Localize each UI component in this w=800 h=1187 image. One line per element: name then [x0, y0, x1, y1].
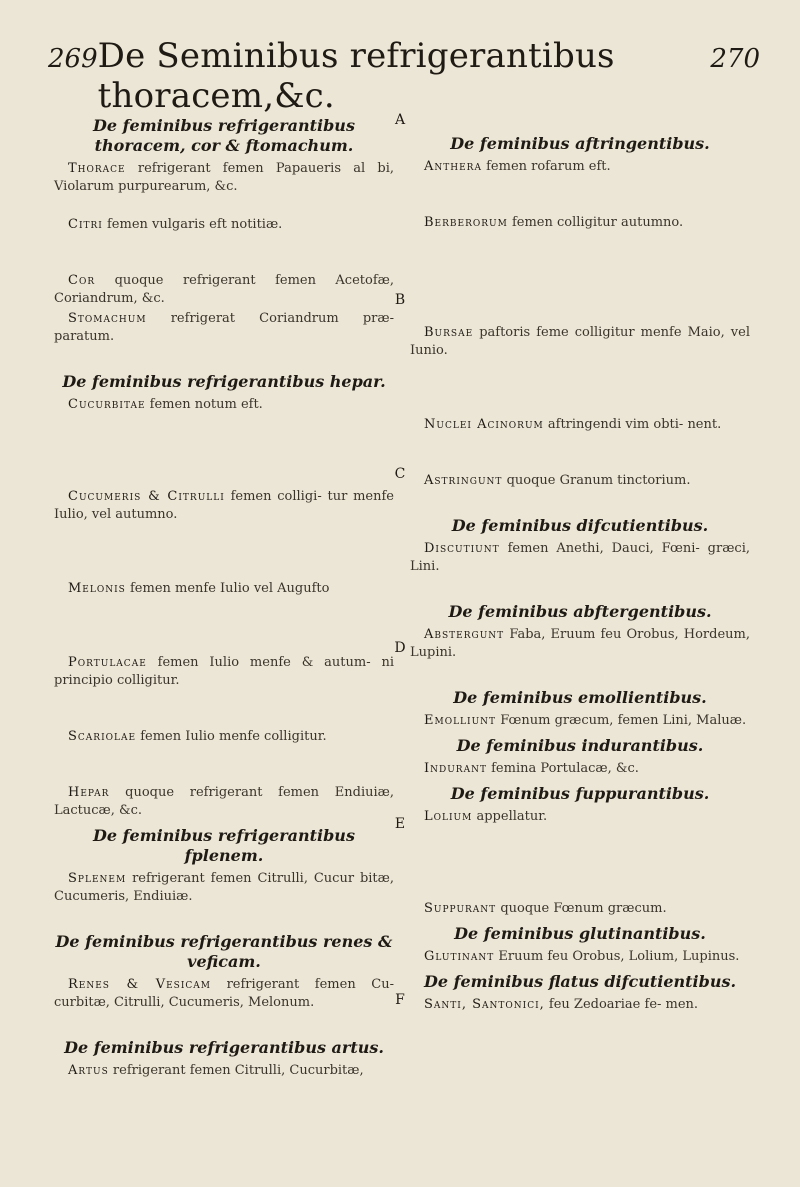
entry: [54, 1062, 394, 1080]
section-heading: De feminibus abftergentibus.: [448, 602, 712, 621]
entry-lemma: Cor: [68, 273, 96, 288]
entry-text: femen Iulio menfe colligitur.: [140, 729, 327, 744]
entry: [54, 216, 394, 234]
entry-text: quoque refrigerant femen Acetofæ, Coriandrum, &c.: [54, 273, 394, 306]
entry-lemma: Thorace: [68, 161, 126, 176]
margin-letter: B: [394, 292, 406, 308]
entry: [410, 760, 750, 778]
section-heading: De feminibus aftringentibus.: [450, 134, 710, 153]
entry: [54, 784, 394, 820]
section-heading: De feminibus refrigerantibus thoracem, cor & ftomachum.: [93, 116, 355, 155]
entry-text: quoque Fœnum græcum.: [500, 901, 667, 916]
entry: [410, 808, 750, 826]
entry: [54, 488, 394, 524]
margin-letter: A: [394, 112, 406, 128]
entry-lemma: Nuclei Acinorum: [424, 417, 544, 432]
entry-text: paftoris feme colligitur menfe Maio, vel Iunio.: [410, 325, 750, 358]
section-heading: De feminibus glutinantibus.: [454, 924, 706, 943]
entry-lemma: Scariolae: [68, 729, 137, 744]
running-head: [48, 36, 760, 116]
entry-lemma: Portulacae: [68, 655, 147, 670]
entry-text: refrigerant femen Citrulli, Cucurbitæ,: [112, 1063, 364, 1078]
margin-letter: E: [394, 816, 406, 832]
entry-text: femen colligitur autumno.: [511, 215, 684, 230]
entry-text: femen vulgaris eft notitiæ.: [106, 217, 283, 232]
entry-lemma: Cucurbitae: [68, 397, 146, 412]
entry: [410, 540, 750, 576]
entry-lemma: Anthera: [424, 159, 482, 174]
entry-text: Fœnum græcum, femen Lini, Maluæ.: [500, 713, 747, 728]
entry: [54, 976, 394, 1012]
section-heading: De feminibus refrigerantibus fplenem.: [93, 826, 355, 865]
entry-lemma: Astringunt: [424, 473, 503, 488]
entry-text: femen Iulio menfe & autum- ni principio colligitur.: [54, 655, 394, 688]
entry-text: aftringendi vim obti- nent.: [547, 417, 722, 432]
entry-text: femen rofarum eft.: [486, 159, 611, 174]
entry-lemma: Santi, Santonici,: [424, 997, 545, 1012]
entry: [54, 728, 394, 746]
entry-lemma: Suppurant: [424, 901, 497, 916]
margin-letter: D: [394, 640, 406, 656]
entry: [410, 996, 750, 1014]
entry: [410, 472, 750, 490]
entry-text: femen notum eft.: [149, 397, 263, 412]
entry: [410, 626, 750, 662]
entry-lemma: Cucumeris & Citrulli: [68, 489, 225, 504]
section-heading: De feminibus refrigerantibus hepar.: [62, 372, 386, 391]
section-heading: De feminibus fuppurantibus.: [450, 784, 710, 803]
entry-lemma: Renes & Vesicam: [68, 977, 211, 992]
entry-text: refrigerant femen Citrulli, Cucur bitæ, Cucumeris, Endiuiæ.: [54, 871, 394, 904]
entry-lemma: Berberorum: [424, 215, 508, 230]
right-page-number: 270: [710, 44, 760, 74]
entry-text: refrigerant femen Cu- curbitæ, Citrulli, Cucumeris, Melonum.: [54, 977, 394, 1010]
entry-lemma: Glutinant: [424, 949, 495, 964]
entry: [410, 324, 750, 360]
entry-lemma: Artus: [68, 1063, 109, 1078]
entry-lemma: Emolliunt: [424, 713, 497, 728]
entry-text: Eruum feu Orobus, Lolium, Lupinus.: [498, 949, 740, 964]
entry-lemma: Hepar: [68, 785, 110, 800]
entry-text: femen colligi- tur menfe Iulio, vel autumno.: [54, 489, 394, 522]
entry: [54, 580, 394, 598]
right-column: [410, 110, 750, 1016]
entry-text: quoque Granum tinctorium.: [506, 473, 691, 488]
entry-text: Faba, Eruum feu Orobus, Hordeum, Lupini.: [410, 627, 750, 660]
entry: [54, 160, 394, 196]
entry-text: femen Anethi, Dauci, Fœni- græci, Lini.: [410, 541, 750, 574]
entry-lemma: Abstergunt: [424, 627, 505, 642]
entry-lemma: Indurant: [424, 761, 487, 776]
entry: [54, 870, 394, 906]
entry-text: appellatur.: [476, 809, 548, 824]
section-heading: De feminibus difcutientibus.: [451, 516, 709, 535]
entry: [410, 158, 750, 176]
section-heading: De feminibus refrigerantibus renes & veficam.: [55, 932, 393, 971]
entry-lemma: Discutiunt: [424, 541, 500, 556]
entry-lemma: Stomachum: [68, 311, 147, 326]
entry-text: femen menfe Iulio vel Augufto: [129, 581, 330, 596]
entry-lemma: Splenem: [68, 871, 127, 886]
margin-letter: C: [394, 466, 406, 482]
section-heading: De feminibus flatus difcutientibus.: [423, 972, 737, 991]
entry: [410, 214, 750, 232]
margin-letter: F: [395, 992, 405, 1008]
entry: [54, 272, 394, 308]
left-page-number: 269: [48, 44, 98, 74]
left-column: [54, 110, 394, 1082]
entry-text: refrigerant femen Papaueris al bi, Violarum purpurearum, &c.: [54, 161, 394, 194]
entry: [410, 416, 750, 434]
section-heading: De feminibus emollientibus.: [453, 688, 707, 707]
entry: [410, 900, 750, 918]
entry-text: femina Portulacæ, &c.: [491, 761, 639, 776]
entry-lemma: Melonis: [68, 581, 126, 596]
entry-lemma: Lolium: [424, 809, 473, 824]
entry: [54, 396, 394, 414]
section-heading: De feminibus refrigerantibus artus.: [64, 1038, 384, 1057]
entry: [54, 654, 394, 690]
entry: [54, 310, 394, 346]
entry: [410, 712, 750, 730]
entry-text: quoque refrigerant femen Endiuiæ, Lactucæ, &c.: [54, 785, 394, 818]
entry-text: feu Zedoariae fe- men.: [548, 997, 699, 1012]
entry: [410, 948, 750, 966]
entry-lemma: Citri: [68, 217, 103, 232]
section-heading: De feminibus indurantibus.: [456, 736, 704, 755]
entry-lemma: Bursae: [424, 325, 474, 340]
entry-text: refrigerat Coriandrum præ- paratum.: [54, 311, 394, 344]
running-title: De Seminibus refrigerantibus thoracem,&c.: [97, 36, 615, 116]
